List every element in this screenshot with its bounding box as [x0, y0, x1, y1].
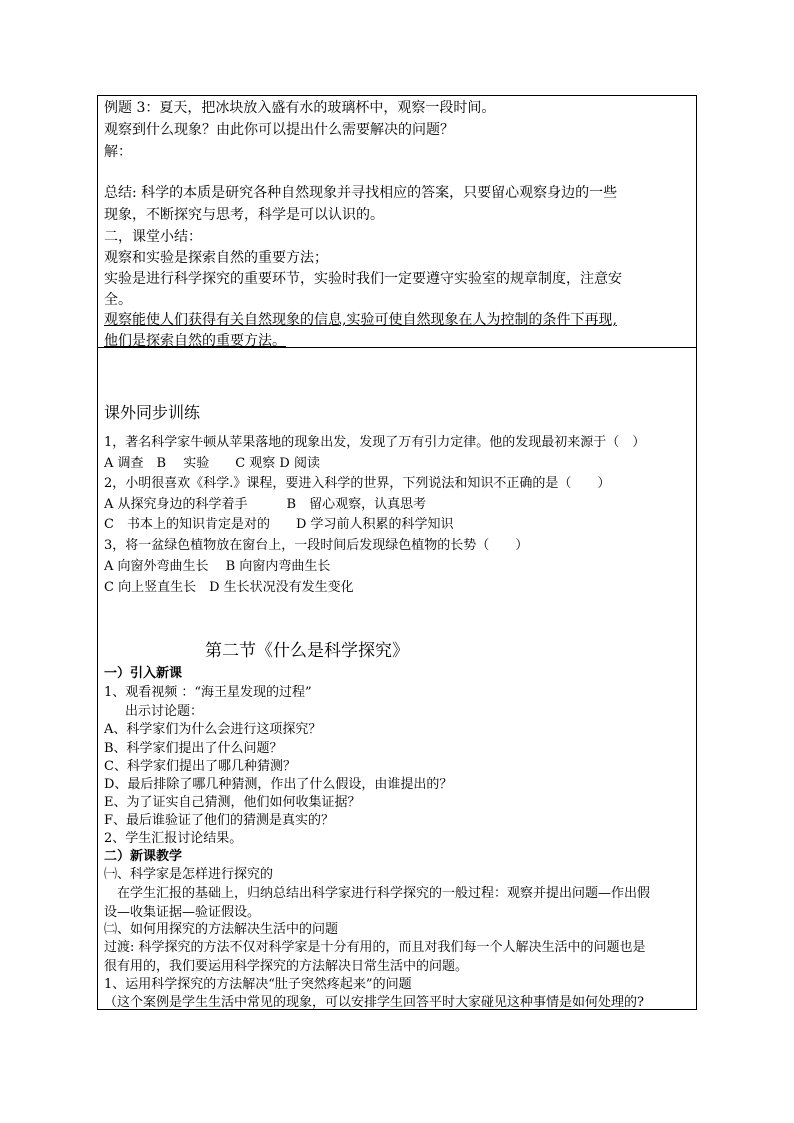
summary-point3-line2: 他们是探索自然的重要方法。: [104, 333, 286, 349]
example3-line2: 观察到什么现象？由此你可以提出什么需要解决的问题？: [104, 122, 454, 138]
item3-note: （这个案例是学生生活中常见的现象，可以安排学生回答平时大家碰见这种事情是如何处理的?: [104, 995, 644, 1010]
summary-line2: 现象，不断探究与思考，科学是可以认识的。: [104, 207, 384, 223]
transition-line1: 过渡: 科学探究的方法不仅对科学家是十分有用的，而且对我们每一个人解决生活中的问题也是: [104, 940, 646, 955]
question1: 1，著名科学家牛顿从苹果落地的现象出发，发现了万有引力定律。他的发现最初来源于（ ）: [104, 435, 646, 450]
summary-point3-line1: 观察能使人们获得有关自然现象的信息,实验可使自然现象在人为控制的条件下再现,: [104, 312, 617, 328]
part2-heading: 二）新课教学: [104, 849, 183, 864]
practice-heading: 课外同步训练: [104, 403, 201, 422]
question3: 3，将一盆绿色植物放在窗台上，一段时间后发现绿色植物的长势（ ）: [104, 538, 529, 553]
question3-options-line2: C 向上竖直生长 D 生长状况没有发生变化: [104, 580, 354, 595]
question1-options: A 调查 B 实验 C 观察 D 阅读: [104, 456, 320, 471]
discussion-label: 出示讨论题：: [112, 704, 204, 719]
summary-point2-line1: 实验是进行科学探究的重要环节，实验时我们一定要遵守实验室的规章制度，注意安: [104, 271, 622, 287]
summary-point2-line2: 全。: [104, 292, 132, 308]
discussion-question-a: A、科学家们为什么会进行这项探究？: [104, 722, 322, 737]
discussion-question-c: C、科学家们提出了哪几种猜测？: [104, 759, 296, 774]
question2-options-line2: C 书本上的知识肯定是对的 D 学习前人积累的科学知识: [104, 517, 454, 532]
item2-report: 2、学生汇报讨论结果。: [104, 831, 243, 846]
discussion-question-d: D、最后排除了哪几种猜测，作出了什么假设，由谁提出的？: [104, 777, 453, 792]
summary-point1: 观察和实验是探索自然的重要方法；: [104, 250, 328, 266]
item1-video: 1、观看视频 ：“海王星发现的过程”: [104, 685, 312, 700]
example3-line1: 例题 3：夏天，把冰块放入盛有水的玻璃杯中，观察一段时间。: [104, 100, 496, 116]
discussion-question-f: F、最后谁验证了他们的猜测是真实的？: [104, 813, 335, 828]
subsection1-text-line2: 设—收集证据—验证假设。: [104, 905, 261, 920]
discussion-question-e: E、为了证实自己猜测，他们如何收集证据？: [104, 795, 361, 810]
question3-options-line1: A 向窗外弯曲生长 B 向窗内弯曲生长: [104, 559, 331, 574]
summary-line1: 总结: 科学的本质是研究各种自然现象并寻找相应的答案，只要留心观察身边的一些: [104, 185, 618, 201]
discussion-question-b: B、科学家们提出了什么问题？: [104, 741, 283, 756]
question2-options-line1: A 从探究身边的科学着手 B 留心观察，认真思考: [104, 497, 427, 512]
part1-heading: 一）引入新课: [104, 666, 183, 681]
subsection1-heading: ㈠、科学家是怎样进行探究的: [104, 867, 274, 882]
section-title: 第二节《什么是科学探究》: [205, 641, 409, 661]
subsection2-heading: ㈡、如何用探究的方法解决生活中的问题: [104, 922, 339, 937]
class-summary-heading: 二，课堂小结：: [104, 229, 202, 245]
answer-label: 解：: [104, 144, 132, 160]
subsection1-text-line1: 在学生汇报的基础上，归纳总结出科学家进行科学探究的一般过程：观察并提出问题—作出假: [104, 886, 651, 901]
item3-case: 1、运用科学探究的方法解决“肚子突然疼起来”的问题: [104, 977, 412, 992]
question2: 2，小明很喜欢《科学.》课程，要进入科学的世界，下列说法和知识不正确的是（ ）: [104, 476, 611, 491]
transition-line2: 很有用的，我们要运用科学探究的方法解决日常生活中的问题。: [104, 959, 469, 974]
